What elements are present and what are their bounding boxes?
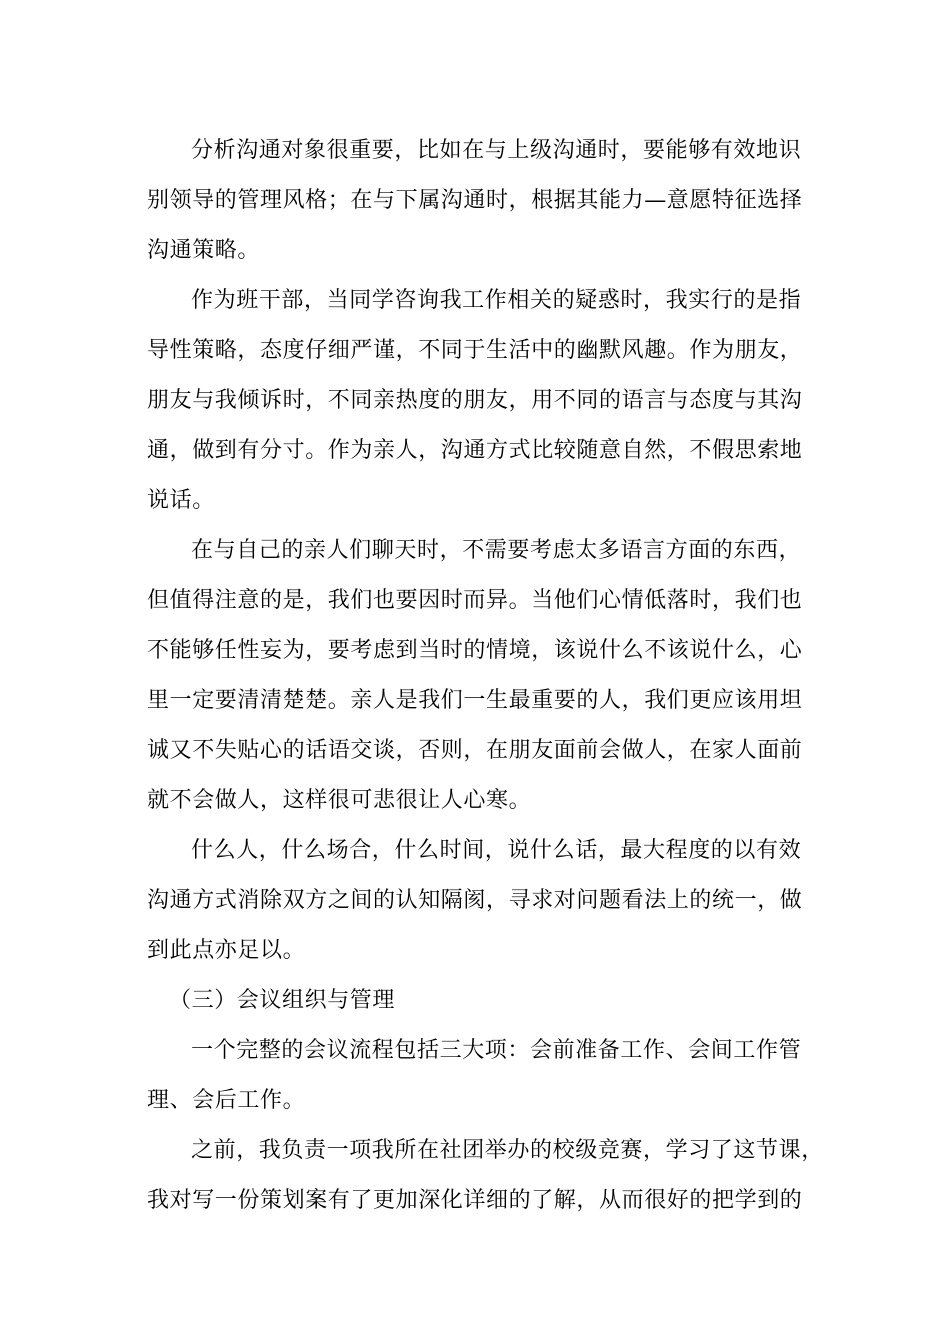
paragraph-line: 一个完整的会议流程包括三大项：会前准备工作、会间工作管 (191, 1038, 802, 1063)
paragraph-line: 沟通策略。 (147, 238, 261, 263)
paragraph-line: 我对写一份策划案有了更加深化详细的了解，从而很好的把学到的 (147, 1188, 803, 1213)
paragraph-line: 诚又不失贴心的话语交谈，否则，在朋友面前会做人，在家人面前 (147, 738, 803, 763)
paragraph-line: 别领导的管理风格；在与下属沟通时，根据其能力—意愿特征选择 (147, 188, 803, 213)
paragraph-line: 在与自己的亲人们聊天时，不需要考虑太多语言方面的东西， (191, 538, 802, 563)
document-body (147, 133, 837, 1233)
paragraph-line: 到此点亦足以。 (147, 938, 306, 963)
paragraph-line: 导性策略，态度仔细严谨，不同于生活中的幽默风趣。作为朋友， (147, 338, 803, 363)
paragraph-line: 理、会后工作。 (147, 1088, 306, 1113)
paragraph-line: 之前，我负责一项我所在社团举办的校级竞赛，学习了这节课， (191, 1138, 824, 1163)
paragraph-line: 什么人，什么场合，什么时间，说什么话，最大程度的以有效 (191, 838, 802, 863)
paragraph-line: 但值得注意的是，我们也要因时而异。当他们心情低落时，我们也 (147, 588, 803, 613)
paragraph-line: 不能够任性妄为，要考虑到当时的情境，该说什么不该说什么，心 (147, 638, 803, 663)
section-heading: （三）会议组织与管理 (169, 988, 396, 1013)
paragraph-line: 里一定要清清楚楚。亲人是我们一生最重要的人，我们更应该用坦 (147, 688, 803, 713)
paragraph-line: 分析沟通对象很重要，比如在与上级沟通时，要能够有效地识 (191, 138, 802, 163)
paragraph-line: 朋友与我倾诉时，不同亲热度的朋友，用不同的语言与态度与其沟 (147, 388, 803, 413)
paragraph-line: 通，做到有分寸。作为亲人，沟通方式比较随意自然，不假思索地 (147, 438, 803, 463)
paragraph-line: 说话。 (147, 488, 215, 513)
paragraph-line: 作为班干部，当同学咨询我工作相关的疑惑时，我实行的是指 (191, 288, 802, 313)
paragraph-line: 就不会做人，这样很可悲很让人心寒。 (147, 788, 532, 813)
paragraph-line: 沟通方式消除双方之间的认知隔阂，寻求对问题看法上的统一，做 (147, 888, 803, 913)
